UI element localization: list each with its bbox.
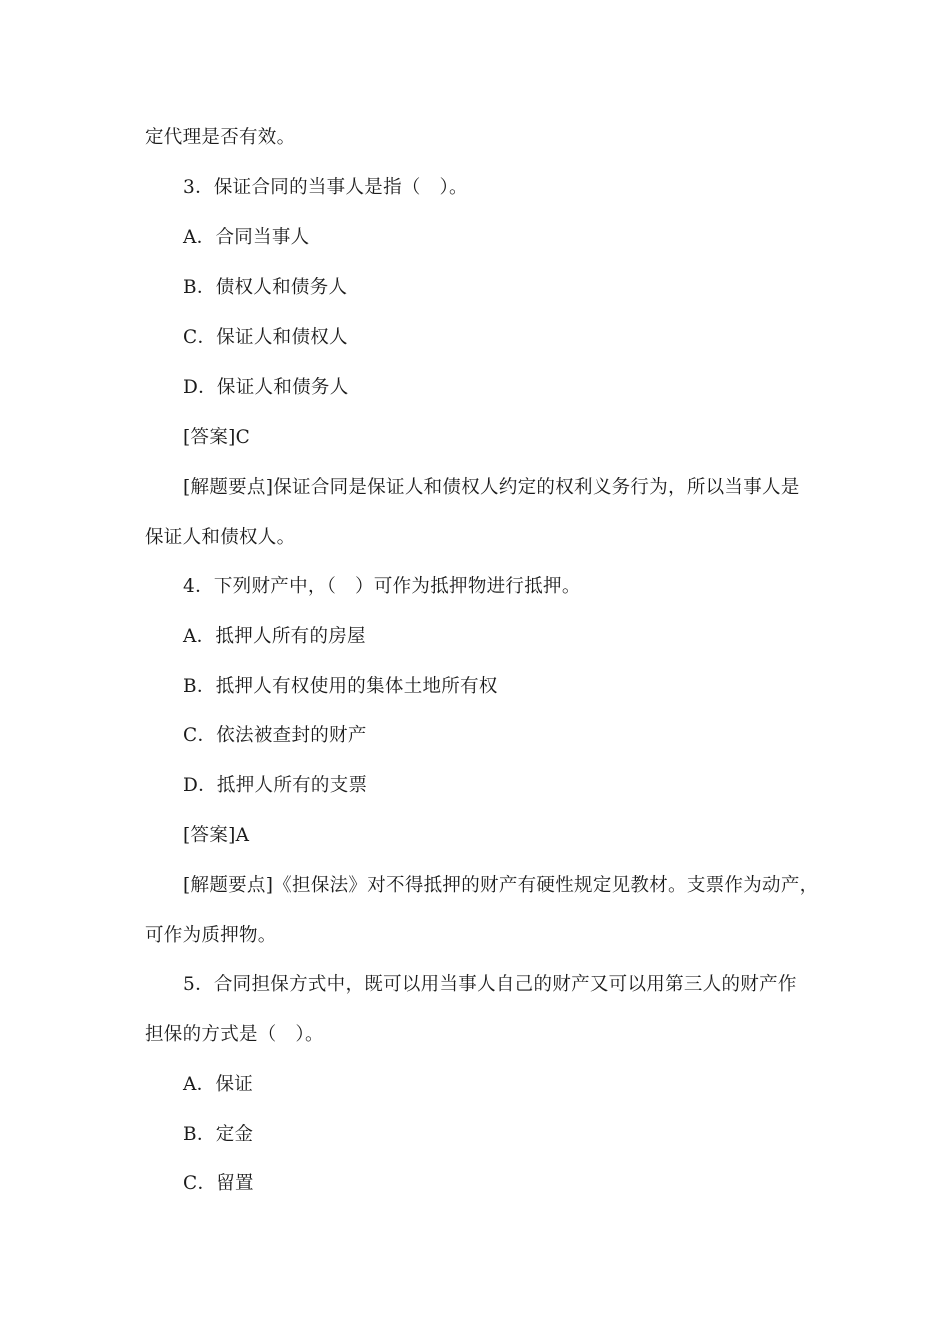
option-d: D．保证人和债务人 [183,377,349,398]
option-c: C．依法被查封的财产 [183,725,367,746]
option-c: C．留置 [183,1173,254,1194]
explanation: [解题要点]保证合同是保证人和债权人约定的权利义务行为，所以当事人是 [183,477,800,498]
option-a: A．保证 [183,1074,254,1095]
option-d: D．抵押人所有的支票 [183,775,368,796]
answer: [答案]A [183,825,250,846]
option-c: C．保证人和债权人 [183,327,348,348]
question-5: 5．合同担保方式中，既可以用当事人自己的财产又可以用第三人的财产作 [183,974,797,995]
option-b: B．债权人和债务人 [183,277,348,298]
explanation-continued: 可作为质押物。 [145,925,277,946]
option-b: B．定金 [183,1124,254,1145]
explanation: [解题要点]《担保法》对不得抵押的财产有硬性规定见教材。支票作为动产， [183,875,819,896]
question-4: 4．下列财产中，（ ）可作为抵押物进行抵押。 [183,576,581,597]
question-5-continued: 担保的方式是（ ）。 [145,1024,324,1045]
answer: [答案]C [183,427,251,448]
option-a: A．合同当事人 [183,227,310,248]
explanation-continued: 保证人和债权人。 [145,527,296,548]
option-a: A．抵押人所有的房屋 [183,626,366,647]
text-line: 定代理是否有效。 [145,127,296,148]
option-b: B．抵押人有权使用的集体土地所有权 [183,676,498,697]
question-3: 3．保证合同的当事人是指（ ）。 [183,177,468,198]
